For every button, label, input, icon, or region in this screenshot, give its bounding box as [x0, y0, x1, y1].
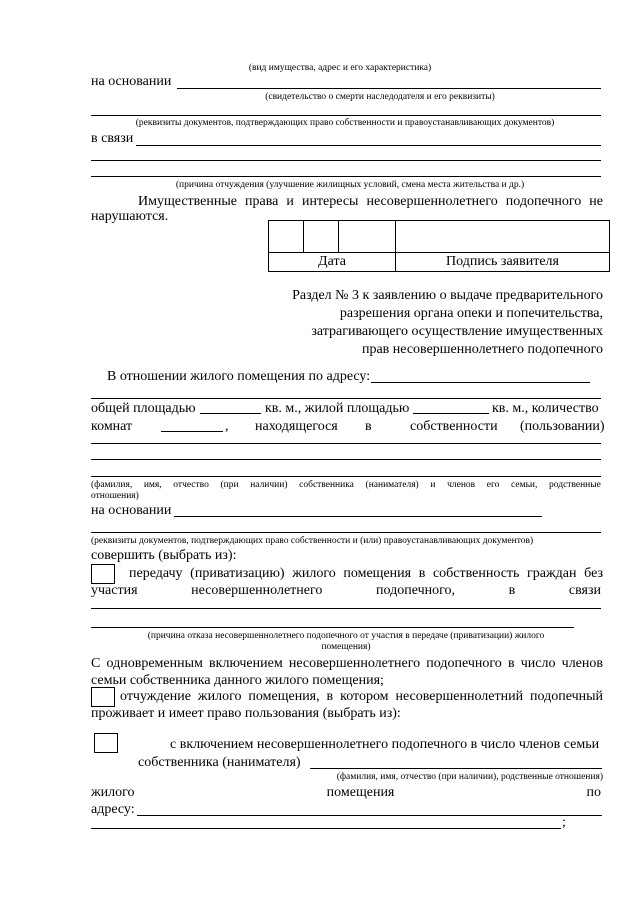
option1-word: несовершеннолетнего [191, 583, 323, 598]
caption-word: имя, [143, 480, 162, 490]
option1-line-2 [91, 583, 601, 599]
rights-line-2: нарушаются. [91, 209, 169, 224]
living-area-label: кв. м., жилой площадью [265, 401, 410, 416]
caption-word: наличии) [250, 480, 288, 490]
option3-line-2: собственника (нанимателя) [138, 755, 301, 770]
basis-input-line[interactable] [177, 88, 601, 89]
simultaneous-line-1: С одновременным включением несовершеннолетнего подопечного в число членов [91, 656, 603, 671]
living-area-field[interactable] [413, 413, 489, 414]
caption-word: собственника [299, 480, 354, 490]
premises-line [91, 785, 601, 801]
reason-line-2[interactable] [91, 176, 601, 177]
option1-word: связи [568, 583, 601, 598]
section3-line-2: разрешения органа опеки и попечительства, [339, 306, 603, 321]
rooms-field[interactable] [161, 431, 223, 432]
ownership-docs-line-2[interactable] [91, 532, 601, 533]
option1-word: в [508, 583, 516, 598]
rooms-label: комнат [91, 419, 133, 434]
section3-line-4: прав несовершеннолетнего подопечного [361, 342, 603, 357]
basis-label: на основании [91, 74, 172, 89]
option2-line-1: отчуждение жилого помещения, в котором несовершеннолетний подопечный [120, 689, 603, 704]
address-line-1[interactable] [137, 815, 602, 816]
date-cell-1[interactable] [269, 221, 304, 253]
caption-refusal-line-2: помещения) [321, 642, 371, 652]
refusal-line-1[interactable] [91, 608, 601, 609]
section3-line-3: затрагивающего осуществление имущественных [311, 324, 603, 339]
caption-property: (вид имущества, адрес и его характеристика) [248, 63, 432, 73]
option2-line-2: проживает и имеет право пользования (выбрать из): [91, 706, 401, 721]
premises-label: В отношении жилого помещения по адресу: [107, 369, 371, 384]
refusal-line-2[interactable] [91, 627, 574, 628]
owner-line-1[interactable] [91, 443, 601, 444]
final-semicolon: ; [562, 815, 566, 830]
caption-word: семьи, [511, 480, 538, 490]
premises-address-line[interactable] [371, 382, 590, 383]
rooms-comma: , [225, 419, 229, 434]
basis-line-2[interactable] [174, 516, 542, 517]
caption-word: (при [220, 480, 239, 490]
premises-word: жилого [91, 785, 135, 800]
rooms-count-label: кв. м., количество [492, 401, 599, 416]
reason-line-1[interactable] [91, 160, 601, 161]
due-to-label: в связи [91, 131, 134, 146]
owner-line-3[interactable] [91, 476, 601, 477]
address-label: адресу: [91, 802, 135, 817]
caption-word: (нанимателя) [365, 480, 419, 490]
premises-word: помещения [326, 785, 395, 800]
section3-line-1: Раздел № 3 к заявлению о выдаче предварительного [292, 288, 603, 303]
owner-line-2[interactable] [91, 459, 601, 460]
date-label: Дата [269, 253, 396, 272]
located-label: находящегося [255, 419, 338, 434]
signature-cell[interactable] [396, 221, 610, 253]
caption-alienation-reason: (причина отчуждения (улучшение жилищных условий, смена места жительства и др.) [175, 180, 525, 190]
area-label: общей площадью [91, 401, 196, 416]
option1-line-1: передачу (приватизацию) жилого помещения в собственность граждан без [129, 566, 603, 581]
caption-word: и [430, 480, 436, 490]
date-cell-2[interactable] [304, 221, 339, 253]
premises-word: по [586, 785, 601, 800]
total-area-field[interactable] [200, 413, 261, 414]
date-cell-3[interactable] [339, 221, 396, 253]
rights-line-1: Имущественные права и интересы несовершеннолетнего подопечного не [138, 194, 603, 209]
ownership-label: собственности [410, 419, 498, 434]
option1-word: подопечного, [376, 583, 456, 598]
caption-owner-line-1 [91, 480, 601, 491]
caption-word: родственные [549, 480, 601, 490]
caption-refusal-line-1: (причина отказа несовершеннолетнего подопечного от участия в передаче (приватизации) жилого [147, 631, 545, 641]
option3-checkbox[interactable] [94, 733, 118, 753]
due-to-line[interactable] [136, 145, 601, 146]
caption-word: отчество [173, 480, 209, 490]
caption-relatives: (фамилия, имя, отчество (при наличии), родственные отношения) [336, 772, 603, 782]
in-label: в [365, 419, 372, 434]
address-line-2[interactable] [91, 828, 561, 829]
ownership-docs-line[interactable] [91, 115, 601, 116]
option1-word: участия [91, 583, 138, 598]
signature-table [268, 220, 610, 272]
simultaneous-line-2: семьи собственника данного жилого помещения; [91, 673, 384, 688]
option3-line-1: с включением несовершеннолетнего подопечного в число членов семьи [170, 737, 600, 752]
basis-label-2: на основании [91, 503, 172, 518]
caption-word: (фамилия, [91, 480, 133, 490]
usage-label: (пользовании) [520, 419, 605, 434]
caption-word: его [486, 480, 500, 490]
caption-ownership-docs: (реквизиты документов, подтверждающих право собственности и правоустанавливающих документов) [135, 118, 555, 128]
premises-address-line-2[interactable] [91, 398, 601, 399]
caption-owner-line-2: отношения) [91, 491, 139, 501]
perform-label: совершить (выбрать из): [91, 548, 237, 563]
relatives-line[interactable] [310, 768, 602, 769]
caption-death-certificate: (свидетельство о смерти наследодателя и его реквизиты) [265, 92, 495, 102]
caption-word: членов [447, 480, 476, 490]
signature-label: Подпись заявителя [396, 253, 610, 272]
caption-ownership-docs-2: (реквизиты документов, подтверждающих право собственности и (или) правоустанавливающих документов) [91, 536, 534, 546]
